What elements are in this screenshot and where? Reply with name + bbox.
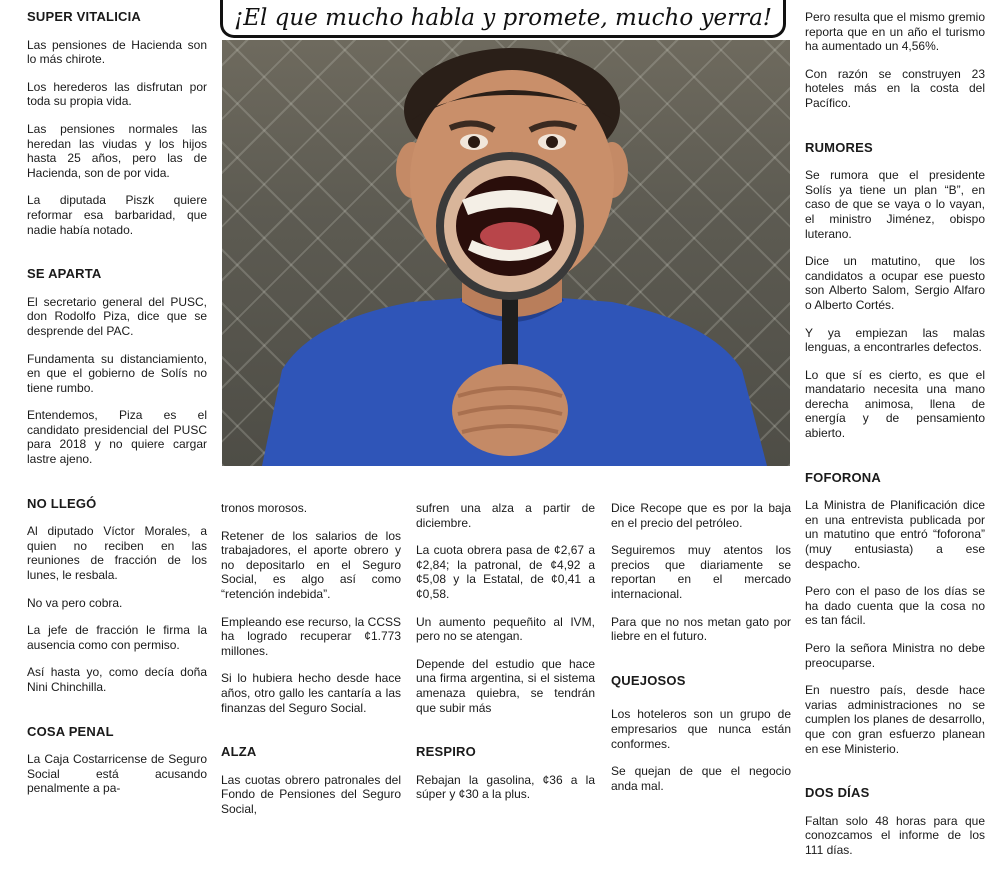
paragraph: La jefe de fracción le firma la ausencia como con permiso. (27, 623, 207, 652)
paragraph: Dice Recope que es por la baja en el precio del petróleo. (611, 501, 791, 530)
paragraph: Pero con el paso de los días se ha dado cuenta que la cosa no es tan fácil. (805, 584, 985, 628)
paragraph: Las pensiones normales las heredan las viudas y los hijos hasta 25 años, pero las de Hacienda, son de por vida. (27, 121, 207, 180)
paragraph: Se quejan de que el negocio anda mal. (611, 764, 791, 793)
paragraph: Los herederos las disfrutan por toda su propia vida. (27, 79, 207, 109)
paragraph: Rebajan la gasolina, ¢36 a la súper y ¢30 a la plus. (416, 772, 595, 802)
paragraph: La diputada Piszk quiere reformar esa barbaridad, que nadie había notado. (27, 193, 207, 237)
paragraph: Pero la señora Ministra no debe preocuparse. (805, 641, 985, 670)
paragraph: Un aumento pequeñito al IVM, pero no se atengan. (416, 614, 595, 644)
paragraph: Depende del estudio que hace una firma argentina, si el sistema amenaza quiebra, se tendrán que subir más (416, 656, 595, 715)
paragraph: Lo que sí es cierto, es que el mandatario necesita una mano derecha animosa, llena de energía y de pensamiento abierto. (805, 367, 985, 441)
column-4 (611, 501, 791, 806)
paragraph: Retener de los salarios de los trabajadores, el aporte obrero y no depositarlo en el Seguro Social, es algo así como “retención indebida”. (221, 528, 401, 601)
paragraph: Las cuotas obrero patronales del Fondo de Pensiones del Seguro Social, (221, 772, 401, 816)
paragraph: Faltan solo 48 horas para que conozcamos el informe de los 111 días. (805, 813, 985, 857)
paragraph: La Ministra de Planificación dice en una entrevista publicada por un matutino que entró “foforona” (muy entusiasta) a ese despacho. (805, 498, 985, 571)
section-title-respiro: RESPIRO (416, 744, 476, 760)
paragraph: No va pero cobra. (27, 595, 123, 610)
paragraph: Dice un matutino, que los candidatos a ocupar ese puesto son Alberto Salom, Sergio Alfaro o Alberto Cortés. (805, 254, 985, 312)
paragraph: La cuota obrera pasa de ¢2,67 a ¢2,84; la patronal, de ¢4,92 a ¢5,08 y la Estatal, de ¢0,41 a ¢0,58. (416, 543, 595, 601)
paragraph: Al diputado Víctor Morales, a quien no reciben en las reuniones de fracción de los lunes, le resbala. (27, 524, 207, 583)
paragraph: La Caja Costarricense de Seguro Social está acusando penalmente a pa- (27, 752, 207, 796)
paragraph: Así hasta yo, como decía doña Nini Chinchilla. (27, 665, 207, 694)
paragraph: Se rumora que el presidente Solís ya tiene un plan “B”, en caso de que se vaya o lo vayan, el ministro Jiménez, obispo luterano. (805, 168, 985, 241)
paragraph: sufren una alza a partir de diciembre. (416, 501, 595, 530)
paragraph: Si lo hubiera hecho desde hace años, otro gallo les cantaría a las finanzas del Seguro Social. (221, 671, 401, 715)
column-3 (416, 501, 595, 815)
section-title-no-llego: NO LLEGÓ (27, 495, 97, 511)
paragraph: Pero resulta que el mismo gremio reporta que en un año el turismo ha aumentado un 4,56%. (805, 10, 985, 54)
paragraph: Para que no nos metan gato por liebre en el futuro. (611, 614, 791, 644)
section-title-super-vitalicia: SUPER VITALICIA (27, 9, 141, 24)
paragraph: Con razón se construyen 23 hoteles más en la costa del Pacífico. (805, 66, 985, 110)
section-title-dos-dias: DOS DÍAS (805, 785, 870, 801)
column-5 (805, 10, 985, 871)
paragraph: Entendemos, Piza es el candidato presidencial del PUSC para 2018 y no quiere cargar lastre ajeno. (27, 408, 207, 467)
column-2 (221, 501, 401, 830)
boy-with-magnifier-photo (222, 40, 790, 466)
paragraph: Los hoteleros son un grupo de empresarios que nunca están conformes. (611, 707, 791, 751)
column-1 (27, 10, 207, 809)
paragraph: Las pensiones de Hacienda son lo más chirote. (27, 37, 207, 67)
paragraph: tronos morosos. (221, 501, 308, 515)
section-title-quejosos: QUEJOSOS (611, 672, 686, 688)
paragraph: Y ya empiezan las malas lenguas, a encontrarles defectos. (805, 325, 985, 355)
section-title-se-aparta: SE APARTA (27, 266, 102, 282)
section-title-alza: ALZA (221, 744, 257, 760)
headline-banner: ¡El que mucho habla y promete, mucho yerra! (220, 0, 786, 38)
paragraph: En nuestro país, desde hace varias administraciones no se cumplen los planes de desarrollo, que con gran esfuerzo planean en ese Ministerio. (805, 683, 985, 756)
photo-illustration (222, 40, 790, 466)
paragraph: Fundamenta su distanciamiento, en que el gobierno de Solís no tiene rumbo. (27, 351, 207, 395)
paragraph: Seguiremos muy atentos los precios que diariamente se reportan en el mercado internacional. (611, 543, 791, 601)
section-title-rumores: RUMORES (805, 139, 873, 155)
paragraph: El secretario general del PUSC, don Rodolfo Piza, dice que se desprende del PAC. (27, 294, 207, 338)
section-title-cosa-penal: COSA PENAL (27, 723, 114, 739)
section-title-foforona: FOFORONA (805, 469, 881, 485)
paragraph: Empleando ese recurso, la CCSS ha logrado recuperar ¢1.773 millones. (221, 614, 401, 658)
